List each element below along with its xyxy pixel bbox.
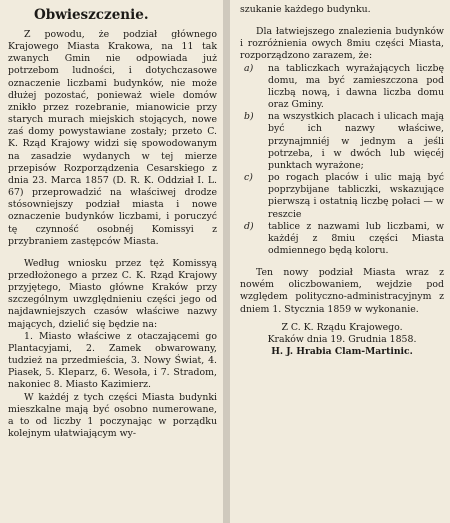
list-item-text: po rogach placów i ulic mają być poprzybijane tabliczki, wskazujące pierwszą i ostatnią liczbę połaci — w reszcie (268, 172, 444, 220)
paragraph-effective: Ten nowy podział Miasta wraz z nowém oliczbowaniem, wejdzie pod względem polityczno-administracyjnym z dniem 1. Stycznia 1859 w wykonanie. (240, 267, 444, 315)
paragraph-gap (8, 248, 217, 258)
issuer: Z C. K. Rządu Krajowego. (281, 321, 403, 333)
paragraph-continuation: szukanie każdego budynku. (240, 4, 371, 15)
right-page (230, 0, 450, 523)
paragraph-gap (240, 16, 444, 26)
page-title: Obwieszczenie. (34, 7, 149, 23)
regulation-list (240, 63, 444, 258)
paragraph-gap (240, 257, 444, 267)
list-item (240, 63, 444, 112)
paragraph-3: 1. Miasto właściwe z otaczającemi go Plantacyjami, 2. Zamek obwarowany, tudzież na przedmieścia, 3. Nowy Świat, 4. Piasek, 5. Kleparz, 6. Wesoła, i 7. Stradom, nakoniec 8. Miasto Kazimierz. (8, 330, 217, 391)
list-item (240, 111, 444, 172)
paragraph-intro: Dla łatwiejszego znalezienia budynków i rozróżnienia owych 8miu części Miasta, rozporządzono zarazem, że: (240, 26, 444, 62)
left-page (0, 0, 223, 523)
list-item-text: na tabliczkach wyrażających liczbę domu, ma być zamieszczona pod liczbą nową, i dawna liczba domu oraz Gminy. (268, 62, 444, 111)
page-gutter (223, 0, 230, 523)
list-marker: a) (244, 62, 254, 74)
list-item (240, 172, 444, 221)
signature: H. J. Hrabia Clam-Martinic. (271, 346, 413, 358)
list-marker: b) (244, 111, 254, 123)
issue-date: Kraków dnia 19. Grudnia 1858. (267, 333, 417, 345)
paragraph-2: Według wniosku przez tęż Komissyą przedłożonego a przez C. K. Rząd Krajowy przyjętego, Miasto główne Kraków przy szczególnym uwzględnieniu części jego od najdawniejszych czasów właściwe nazwy mających, dzielić się będzie na: (8, 257, 217, 330)
paragraph-1: Z powodu, że podział głównego Krajowego Miasta Krakowa, na 11 tak zwanych Gmin nie odpowiada już potrzebom ludności, i dotychczasowe oznaczenie liczbami budynków, nie może dłużej pozostać, ponieważ wiele domów znikło przez rozebranie, mianowicie przy starych murach miejskich stojących, nowe zaś domy powystawiane zostały; przeto C. K. Rząd Krajowy widzi się spowodowanym na zasadzie wydanych w tej mierze przepisów Rozporządzenia Cesarskiego z dnia 23. Marca 1857 (D. R. K. Oddział I. L. 67) przeprowadzić na właściwej drodze stósowniejszy podział miasta i nowe oznaczenie budynków liczbami, i poruczyć tę czynność osobnéj Komissyi z przybraniem zastępców Miasta. (8, 29, 217, 247)
list-item-text: tablice z nazwami lub liczbami, w każdéj z 8miu części Miasta odmiennego będą koloru. (268, 220, 444, 256)
list-item (240, 221, 444, 257)
list-marker: d) (244, 220, 254, 232)
paragraph-4: W każdéj z tych części Miasta budynki mieszkalne mają być osobno numerowane, a to od liczby 1 poczynając w porządku kolejnym ułatwiającym wy- (8, 391, 217, 439)
list-marker: c) (244, 172, 253, 184)
list-item-text: na wszystkich placach i ulicach mają być ich nazwy właściwe, przynajmniéj w jednym a jeśli potrzeba, i w dwóch lub więcéj punktach wyrażone; (268, 111, 444, 171)
